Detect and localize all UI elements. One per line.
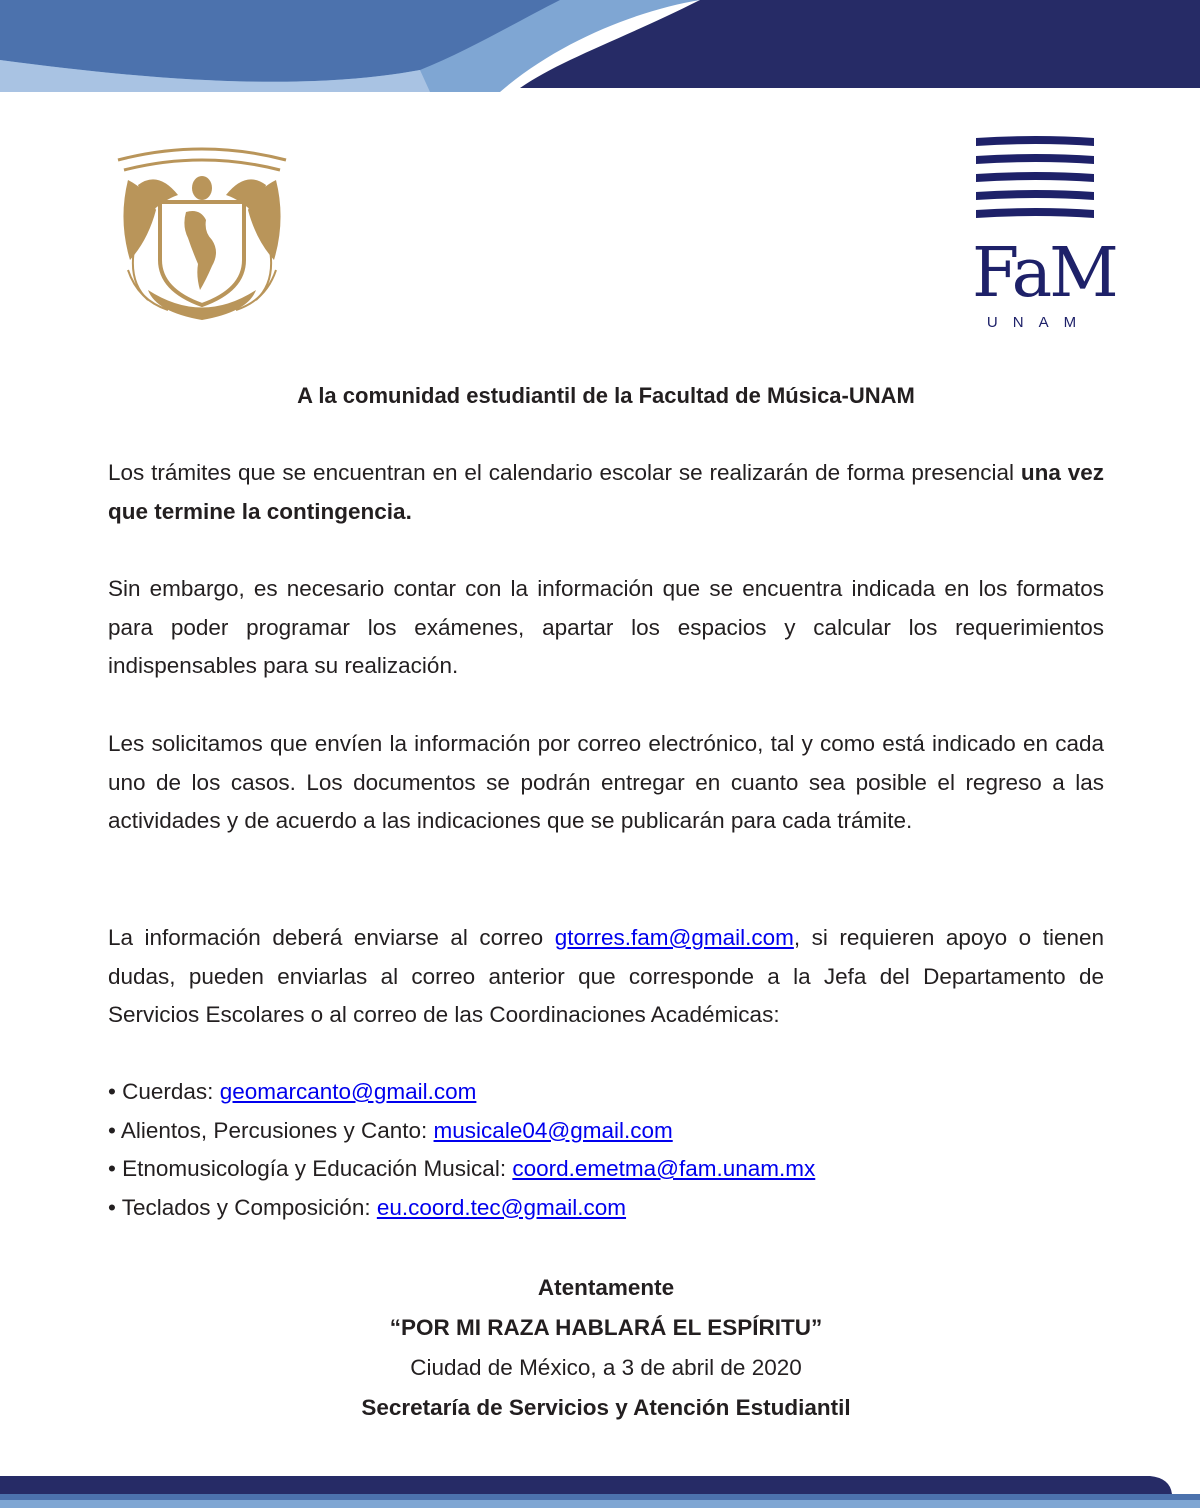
signature-block bbox=[108, 1268, 1104, 1428]
list-item bbox=[108, 1189, 1104, 1228]
motto: “POR MI RAZA HABLARÁ EL ESPÍRITU” bbox=[389, 1315, 823, 1340]
contact-label: • Cuerdas: bbox=[108, 1079, 220, 1104]
bottom-banner bbox=[0, 1466, 1200, 1508]
list-item bbox=[108, 1112, 1104, 1151]
paragraph-4 bbox=[108, 919, 1104, 1035]
office-name: Secretaría de Servicios y Atención Estudiantil bbox=[361, 1395, 851, 1420]
list-item bbox=[108, 1150, 1104, 1189]
contact-label: • Alientos, Percusiones y Canto: bbox=[108, 1117, 434, 1143]
fam-logo-icon bbox=[972, 134, 1116, 334]
fam-waves-icon bbox=[972, 134, 1102, 234]
fam-sub-wordmark: UNAM bbox=[986, 314, 1092, 331]
contact-label: • Etnomusicología y Educación Musical: bbox=[108, 1156, 513, 1181]
list-item bbox=[108, 1073, 1104, 1112]
contact-list bbox=[108, 1073, 1104, 1227]
top-banner bbox=[0, 0, 1200, 92]
paragraph-4-after: , si requieren apoyo o tienen dudas, pueden enviarlas al correo anterior que corresponde a la Jefa del Departamento de Servicios Escolares o al correo de las Coordinaciones Académicas: bbox=[108, 925, 1104, 1027]
paragraph-3: Les solicitamos que envíen la información por correo electrónico, tal y como está indicado en cada uno de los casos. Los documentos se podrán entregar en cuanto sea posible el regreso a las actividades y de acuerdo a las indicaciones que se publicarán para cada trámite. bbox=[108, 731, 1104, 833]
paragraph-4-before: La información deberá enviarse al correo bbox=[108, 925, 555, 950]
email-link-etnomusicologia[interactable]: coord.emetma@fam.unam.mx bbox=[512, 1156, 816, 1181]
paragraph-1-bold: una vez que termine la contingencia. bbox=[108, 460, 1104, 524]
paragraph-2: Sin embargo, es necesario contar con la información que se encuentra indicada en los formatos para poder programar los exámenes, apartar los espacios y calcular los requerimientos indispensables para su realización. bbox=[108, 576, 1104, 678]
page-title: A la comunidad estudiantil de la Facultad de Música-UNAM bbox=[297, 383, 915, 408]
unam-seal-icon bbox=[108, 140, 296, 332]
email-link-cuerdas[interactable]: geomarcanto@gmail.com bbox=[219, 1079, 477, 1104]
email-link-teclados[interactable]: eu.coord.tec@gmail.com bbox=[376, 1194, 627, 1220]
place-date: Ciudad de México, a 3 de abril de 2020 bbox=[410, 1355, 802, 1380]
paragraph-1-text: Los trámites que se encuentran en el calendario escolar se realizarán de forma presencial bbox=[108, 460, 1021, 485]
contact-label: • Teclados y Composición: bbox=[108, 1194, 377, 1220]
closing: Atentamente bbox=[537, 1275, 675, 1300]
fam-wordmark: FaM bbox=[972, 234, 1116, 313]
email-link-gtorres[interactable]: gtorres.fam@gmail.com bbox=[554, 925, 794, 950]
paragraph-1 bbox=[108, 454, 1104, 531]
email-link-alientos[interactable]: musicale04@gmail.com bbox=[433, 1117, 673, 1143]
